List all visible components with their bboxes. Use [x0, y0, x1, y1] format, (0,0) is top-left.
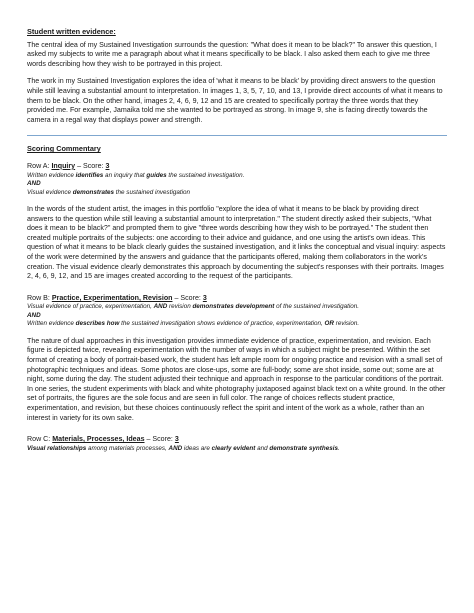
row-c-category: Materials, Processes, Ideas — [52, 435, 145, 444]
row-b-score: 3 — [202, 293, 207, 302]
row-a-score-label: – Score: — [75, 161, 106, 170]
row-a-score: 3 — [105, 161, 110, 170]
row-b-criterion-1: Visual evidence of practice, experimentation, AND revision demonstrates development of the sustained investigation. — [27, 303, 360, 311]
student-evidence-paragraph-1: The central idea of my Sustained Investigation surrounds the question: "What does it mean to be black?" To answer this question, I asked my subjects to write me a paragraph about what it means specifically to be black. I also asked them each to give me three words describing how they wish to be portrayed in this project. — [27, 40, 437, 68]
row-c-score: 3 — [174, 435, 179, 444]
row-a-commentary: In the words of the student artist, the images in this portfolio "explore the idea of what it means to be black by providing direct answers to the question while still leaving a substantial amount to interpretation." The student directly asked their subjects, "What does it mean to be black?" and prompted them to give "three words describing how they wish to be portrayed." The student then created multiple portraits of the subjects: one according to their advice and guidance, and one using the artist's own ideas. This question of what it means to be black clearly guides the sustained investigation, and it links the conceptual and visual inquiry: aspects of the work were determined by the answers and guidance that the participants offered, making them collaborators in the work's creation. The visual evidence clearly demonstrates this approach by documenting the subject's responses with their portraits. Images 2, 4, 6, 9, 12, and 15 are images created according to the request of the participants. — [27, 205, 446, 281]
row-b-criterion-2: Written evidence describes how the sustained investigation shows evidence of practice, experimentation, OR revision. — [27, 320, 360, 328]
scoring-commentary-heading: Scoring Commentary — [27, 144, 101, 154]
row-a-prefix: Row A: — [27, 161, 52, 170]
row-b-category: Practice, Experimentation, Revision — [51, 293, 173, 302]
row-b-score-label: – Score: — [172, 293, 203, 302]
student-evidence-heading: Student written evidence: — [27, 27, 116, 36]
row-b-and: AND — [27, 311, 41, 319]
row-a-heading — [27, 162, 447, 172]
row-a-category: Inquiry — [51, 161, 76, 170]
row-a-and: AND — [27, 180, 41, 188]
row-b-heading — [27, 294, 447, 304]
row-c-criterion-1: Visual relationships among materials processes, AND ideas are clearly evident and demonstrate synthesis. — [27, 444, 340, 452]
row-a-criterion-1: Written evidence identifies an inquiry that guides the sustained investigation. — [27, 171, 245, 179]
row-b-prefix: Row B: — [27, 293, 52, 302]
document-page — [27, 27, 447, 453]
student-evidence-paragraph-2: The work in my Sustained Investigation explores the idea of 'what it means to be black' by providing direct answers to the question while still leaving a substantial amount to interpretation. In images 1, 3, 5, 7, 10, and 13, I provide direct accounts of what it means to them to be black. On the other hand, images 2, 4, 6, 9, 12 and 15 are created to specifically portray the three words that they provided me. For example, Jamaika told me she wanted to be portrayed as strong. In image 9, she is facing directly towards the camera in a regal way that displays power and strength. — [27, 77, 443, 124]
section-divider — [27, 135, 447, 136]
row-c-heading — [27, 435, 447, 445]
row-c-prefix: Row C: — [27, 435, 53, 444]
row-a-criterion-2: Visual evidence demonstrates the sustained investigation — [27, 188, 191, 196]
row-c-score-label: – Score: — [144, 435, 175, 444]
row-b-commentary: The nature of dual approaches in this investigation provides immediate evidence of practice, experimentation, and revision. Each figure is depicted twice, revealing experimentation with the number of ways in which a subject might be presented. Within the set format of creating a body of portrait-based work, the student has left ample room for ongoing practice and revision with a small set of photographic techniques and ideas. Some photos are close-ups, some are full-body; some are shot inside, some out; some are at night, some during the day. The student adjusted their technique and approach in response to the particular conditions of the portrait. In one series, the student experiments with black and white photography juxtaposed against black text on a white ground. In the other set of portraits, the figures are the sole focus and are seen in full color. The range of choices reflects student practice, experimentation, and revision, but these choices continuously reflect the spirit and intent of the work as a whole, rather than an interest in variety for its own sake. — [27, 336, 446, 422]
